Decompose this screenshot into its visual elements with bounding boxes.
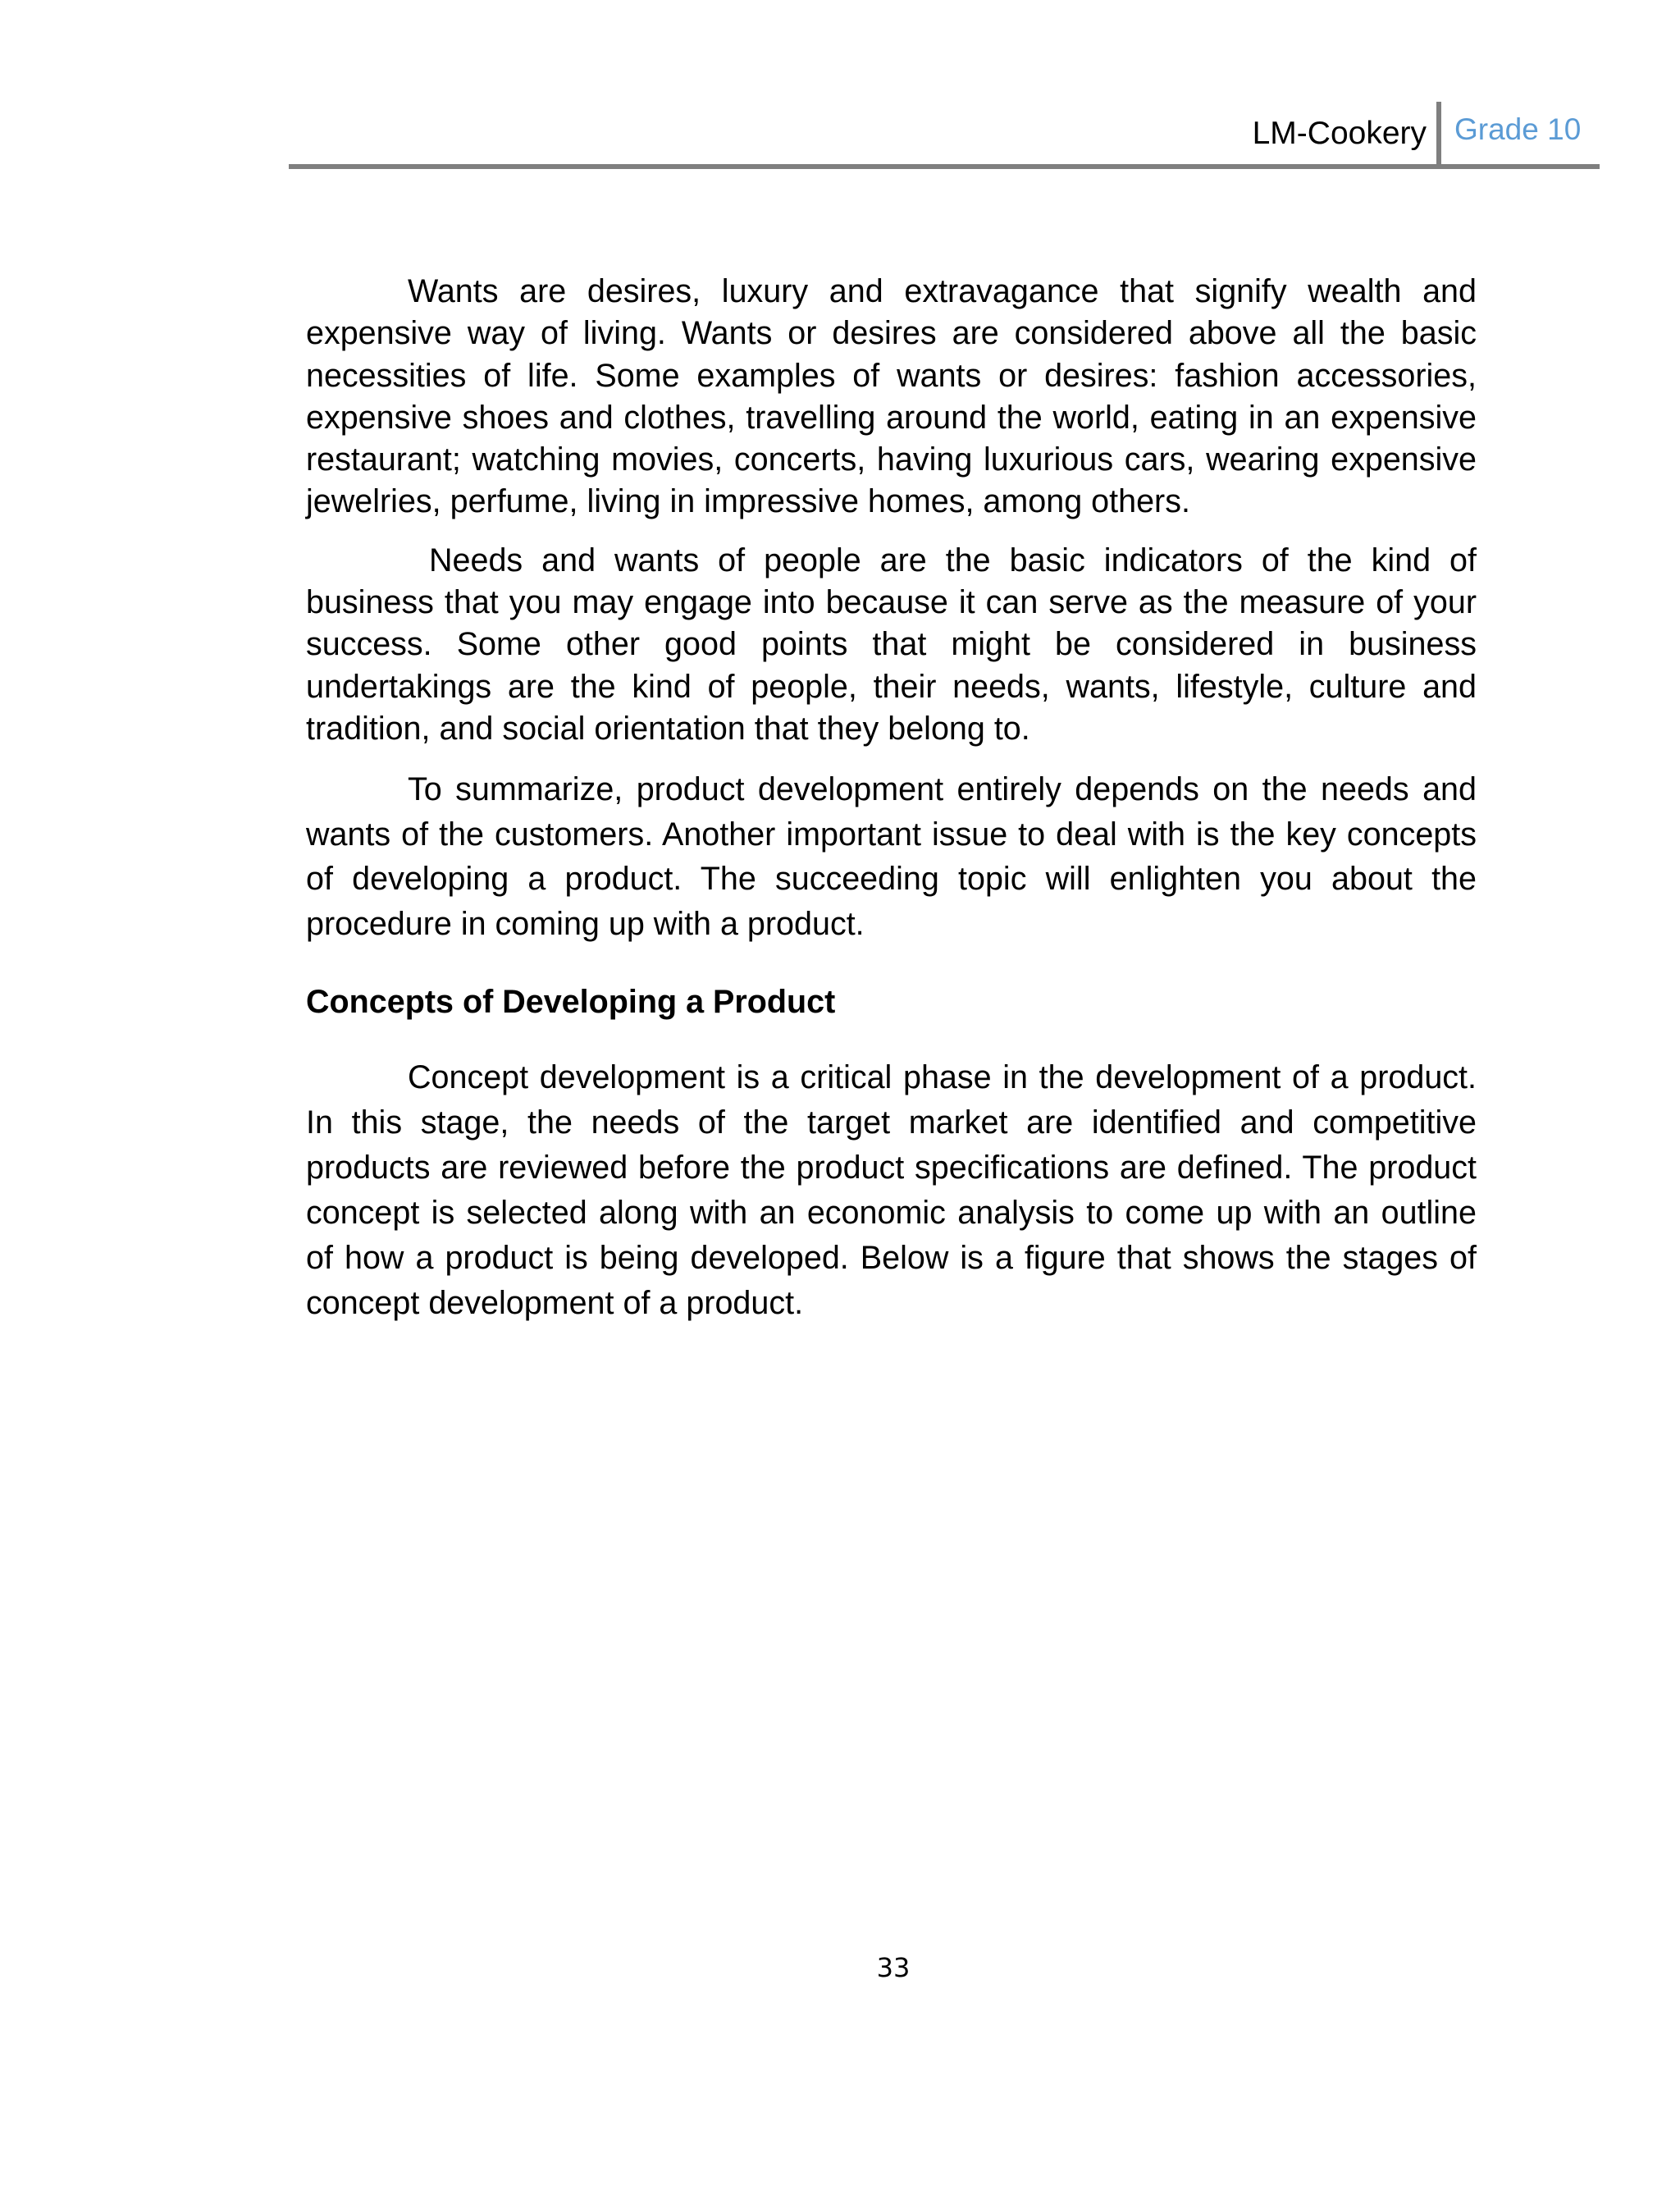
paragraph-summary: To summarize, product development entirely depends on the needs and wants of the customers. Another important issue to deal with is the key concepts of developing a product. The succeeding topic will enlighten you about the procedure in coming up with a product.: [306, 771, 1477, 942]
paragraph-wants: Wants are desires, luxury and extravagance that signify wealth and expensive way of living. Wants or desires are considered above all the basic necessities of life. Some examples of wants or desires: fashion accessories, expensive shoes and clothes, travelling around the world, eating in an expensive restaurant; watching movies, concerts, having luxurious cars, wearing expensive jewelries, perfume, living in impressive homes, among others.: [306, 273, 1477, 520]
paragraph-concept-development: Concept development is a critical phase in the development of a product. In this stage, the needs of the target market are identified and competitive products are reviewed before the product specifications are defined. The product concept is selected along with an economic analysis to come up with an outline of how a product is being developed. Below is a figure that shows the stages of concept development of a product.: [306, 1059, 1477, 1322]
header-rule: [289, 164, 1600, 169]
paragraph-needs-and-wants: Needs and wants of people are the basic indicators of the kind of business that you may engage into because it can serve as the measure of your success. Some other good points that might be considered in business undertakings are the kind of people, their needs, wants, lifestyle, culture and tradition, and social orientation that they belong to.: [306, 542, 1477, 747]
header-divider: [1436, 102, 1441, 167]
section-heading: Concepts of Developing a Product: [306, 984, 836, 1021]
page-number: 33: [876, 1952, 911, 1983]
page-header: [289, 98, 1600, 169]
header-grade-label: Grade 10: [1454, 112, 1582, 146]
header-course-title: LM-Cookery: [1252, 116, 1427, 151]
page-body: [306, 271, 1477, 1326]
